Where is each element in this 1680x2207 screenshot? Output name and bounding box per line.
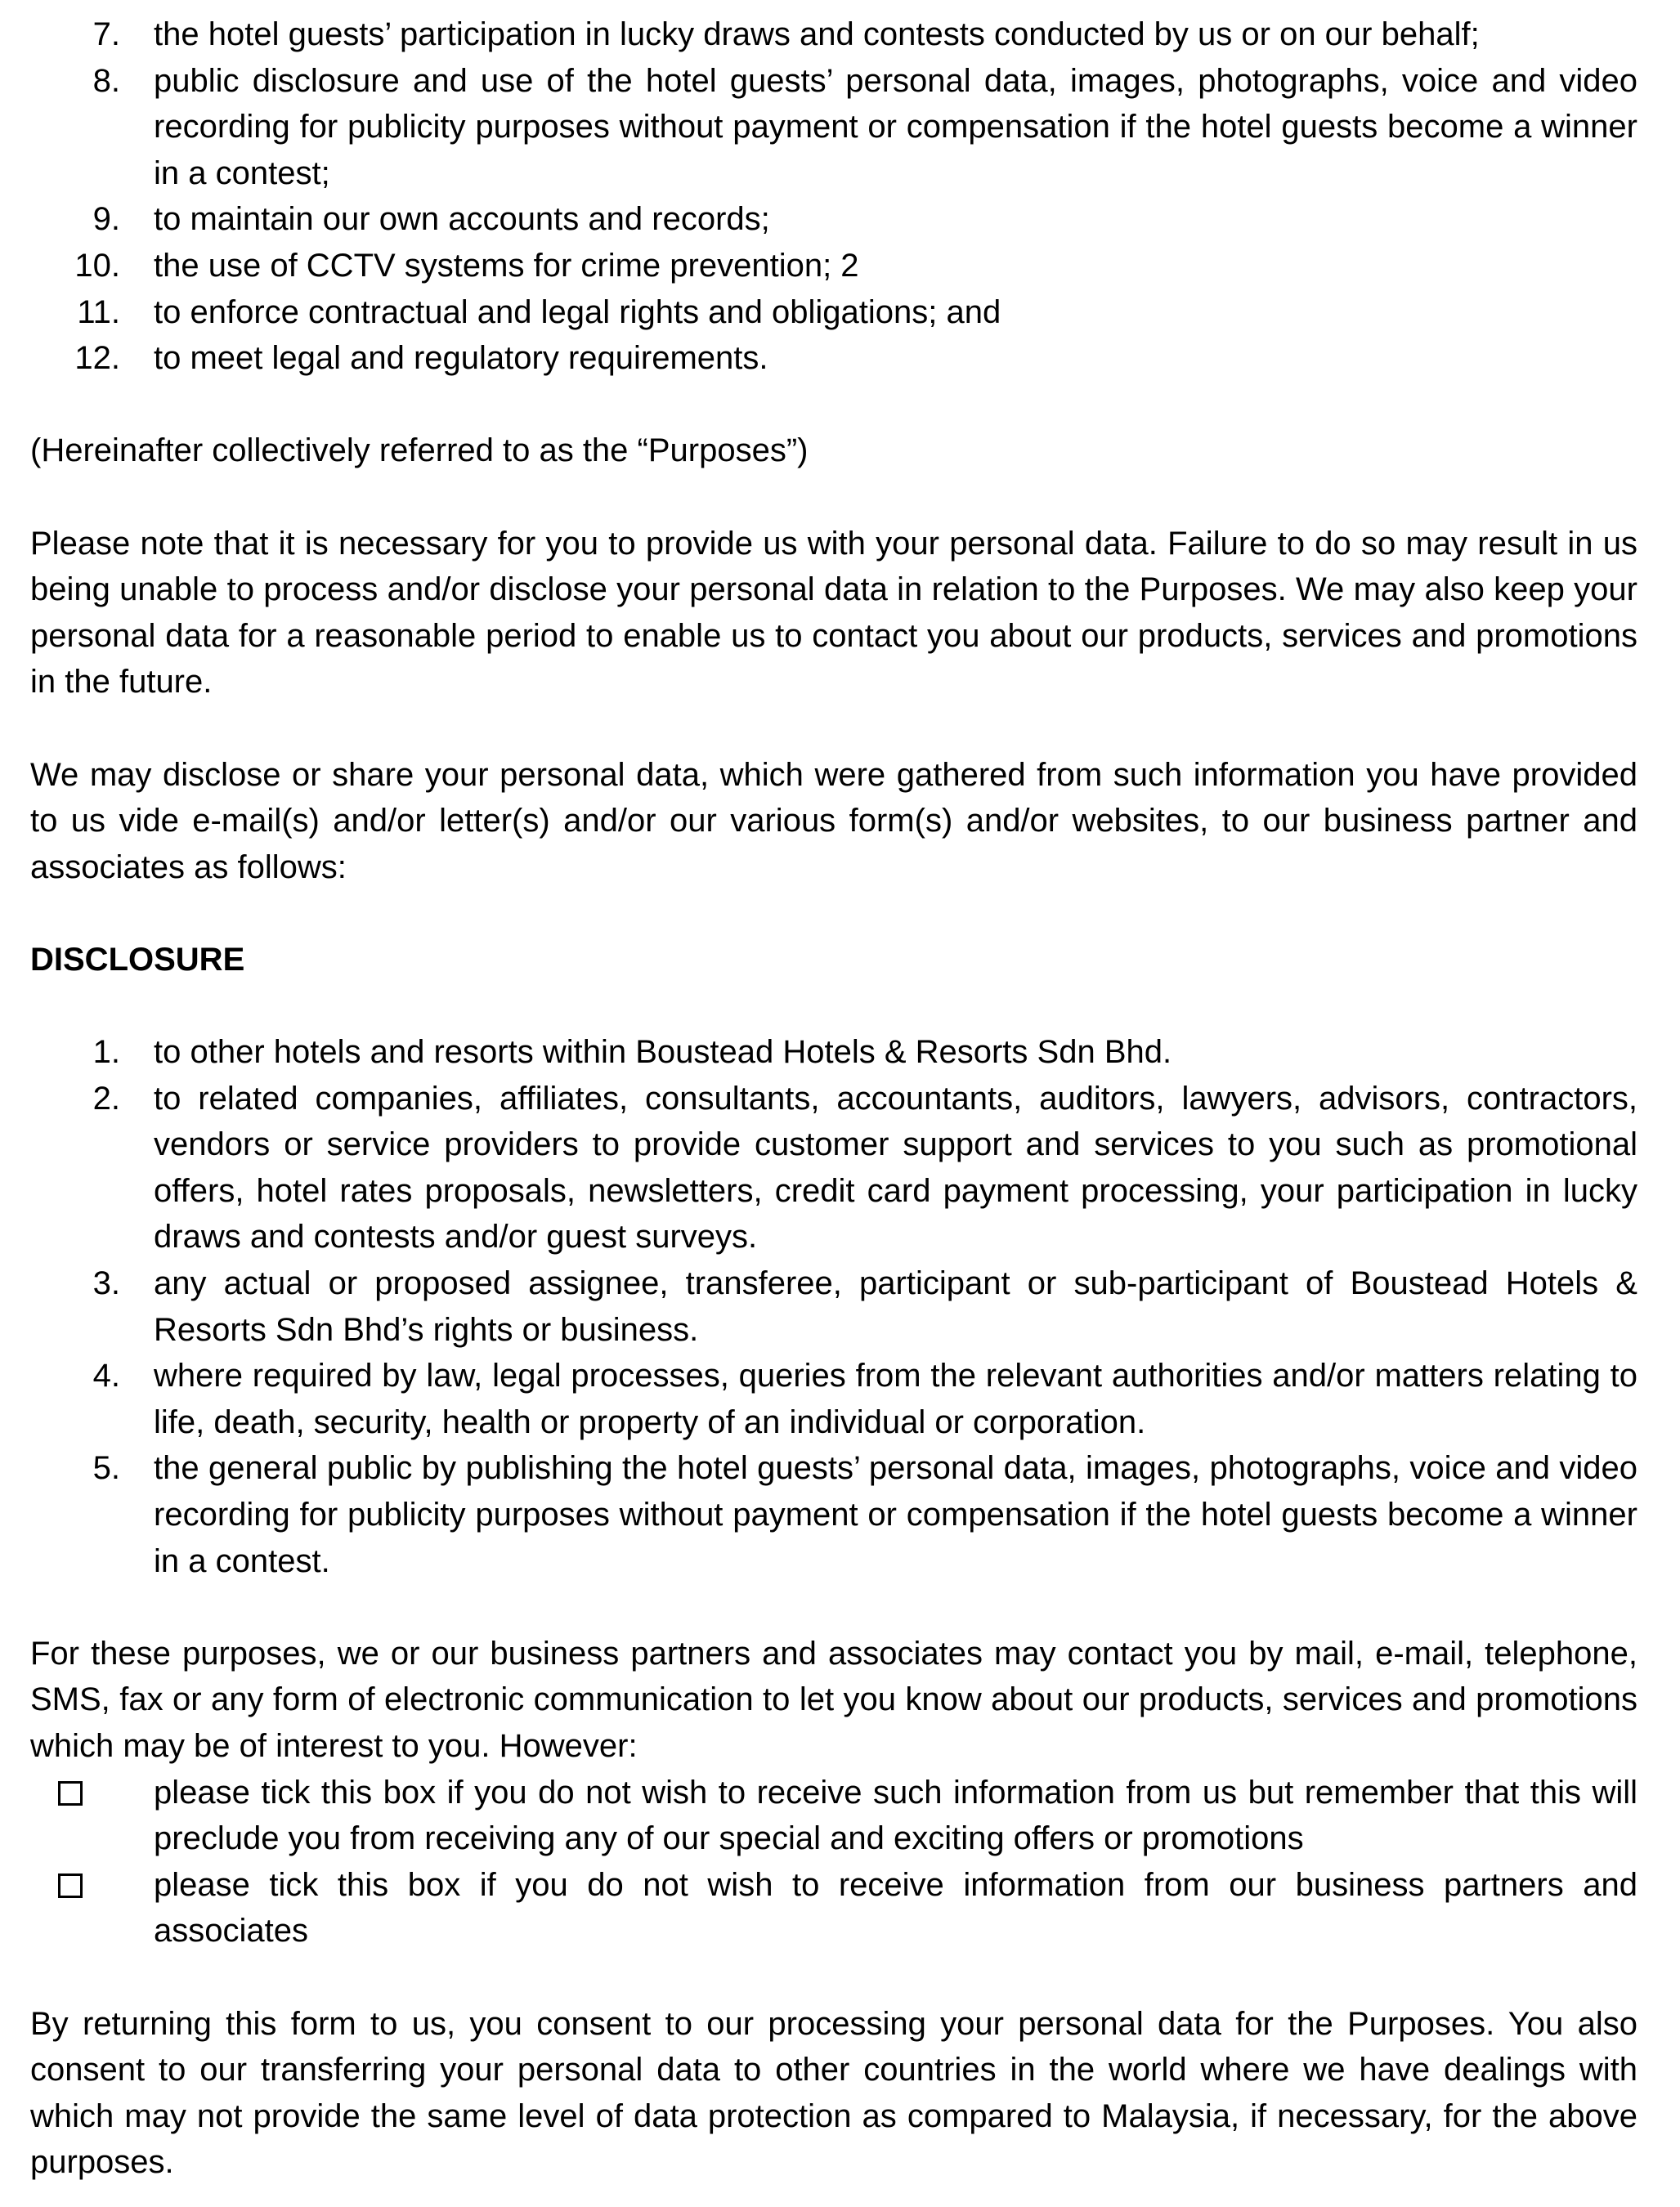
spacer: [30, 474, 1637, 521]
disclosure-item: [30, 1353, 1637, 1445]
list-number: 9.: [92, 201, 120, 238]
list-number: 11.: [77, 293, 120, 330]
purpose-item: [30, 196, 1637, 243]
list-number: 7.: [92, 16, 120, 52]
spacer: [30, 382, 1637, 428]
disclosure-text: to other hotels and resorts within Boustead Hotels & Resorts Sdn Bhd.: [154, 1034, 1172, 1071]
disclosure-text: any actual or proposed assignee, transferee, participant or sub-participant of Boustead Hotels & Resorts Sdn Bhd’s rights or business.: [154, 1265, 1637, 1348]
consent-paragraph: By returning this form to us, you consent to our processing your personal data for the Purposes. You also consent to our transferring your personal data to other countries in the world where we have dealings with which may not provide the same level of data protection as compared to Malaysia, if necessary, for the above purposes.: [30, 2005, 1637, 2181]
purpose-text: the hotel guests’ participation in lucky draws and contests conducted by us or on our behalf;: [154, 16, 1480, 52]
list-number: 8.: [92, 62, 120, 99]
spacer: [30, 1584, 1637, 1631]
opt-out-option: [30, 1770, 1637, 1862]
disclosure-item: [30, 1445, 1637, 1584]
spacer: [30, 1954, 1637, 2001]
spacer: [30, 705, 1637, 752]
list-number: 3.: [92, 1265, 120, 1302]
purpose-text: to maintain our own accounts and records;: [154, 201, 770, 238]
opt-out-label: please tick this box if you do not wish to receive information from our business partners and associates: [154, 1866, 1637, 1950]
disclosure-item: [30, 1260, 1637, 1353]
disclosure-item: [30, 1029, 1637, 1076]
document-page: [30, 11, 1637, 2186]
necessity-paragraph: Please note that it is necessary for you to provide us with your personal data. Failure to do so may result in us being unable to process and/or disclose your personal data in relation to the Purposes. We may also keep your personal data for a reasonable period to enable us to contact you about our products, services and promotions in the future.: [30, 525, 1637, 701]
purposes-list: [30, 11, 1637, 382]
disclosure-text: where required by law, legal processes, queries from the relevant authorities and/or matters relating to life, death, security, health or property of an individual or corporation.: [154, 1358, 1637, 1440]
purpose-text: public disclosure and use of the hotel guests’ personal data, images, photographs, voice and video recording for publicity purposes without payment or compensation if the hotel guests become a winner in a contest;: [154, 62, 1637, 191]
purpose-item: [30, 335, 1637, 382]
purpose-item: [30, 58, 1637, 197]
purpose-text: to meet legal and regulatory requirements.: [154, 340, 768, 377]
purpose-item: [30, 243, 1637, 289]
purpose-text: the use of CCTV systems for crime prevention; 2: [154, 247, 859, 284]
list-number: 1.: [92, 1034, 120, 1071]
list-number: 12.: [74, 340, 120, 377]
list-number: 5.: [92, 1450, 120, 1487]
disclosure-text: to related companies, affiliates, consultants, accountants, auditors, lawyers, advisors, contractors, vendors or service providers to provide customer support and services to you such as promotional offers, hotel rates proposals, newsletters, credit card payment processing, your participation in lucky draws and contests and/or guest surveys.: [154, 1080, 1637, 1256]
purpose-text: to enforce contractual and legal rights and obligations; and: [154, 293, 1001, 330]
opt-out-label: please tick this box if you do not wish to receive such information from us but remember that this will preclude you from receiving any of our special and exciting offers or promotions: [154, 1774, 1637, 1857]
spacer: [30, 983, 1637, 1029]
disclosure-text: the general public by publishing the hotel guests’ personal data, images, photographs, voice and video recording for publicity purposes without payment or compensation if the hotel guests become a winner in a contest.: [154, 1450, 1637, 1579]
opt-out-checkbox[interactable]: [58, 1873, 83, 1898]
opt-out-checkbox[interactable]: [58, 1781, 83, 1806]
list-number: 4.: [92, 1358, 120, 1394]
contact-paragraph: For these purposes, we or our business partners and associates may contact you by mail, e-mail, telephone, SMS, fax or any form of electronic communication to let you know about our products, services and promotions which may be of interest to you. However:: [30, 1635, 1637, 1764]
disclosure-list: [30, 1029, 1637, 1584]
purpose-item: [30, 289, 1637, 336]
opt-out-option: [30, 1862, 1637, 1954]
spacer: [30, 890, 1637, 937]
purposes-note: (Hereinafter collectively referred to as the “Purposes”): [30, 432, 809, 469]
disclosure-item: [30, 1076, 1637, 1260]
disclosure-heading: DISCLOSURE: [30, 941, 245, 978]
list-number: 2.: [92, 1080, 120, 1117]
purpose-item: [30, 11, 1637, 58]
sharing-paragraph: We may disclose or share your personal data, which were gathered from such information you have provided to us vide e-mail(s) and/or letter(s) and/or our various form(s) and/or websites, to our business partner and associates as follows:: [30, 756, 1637, 885]
list-number: 10.: [74, 247, 120, 284]
